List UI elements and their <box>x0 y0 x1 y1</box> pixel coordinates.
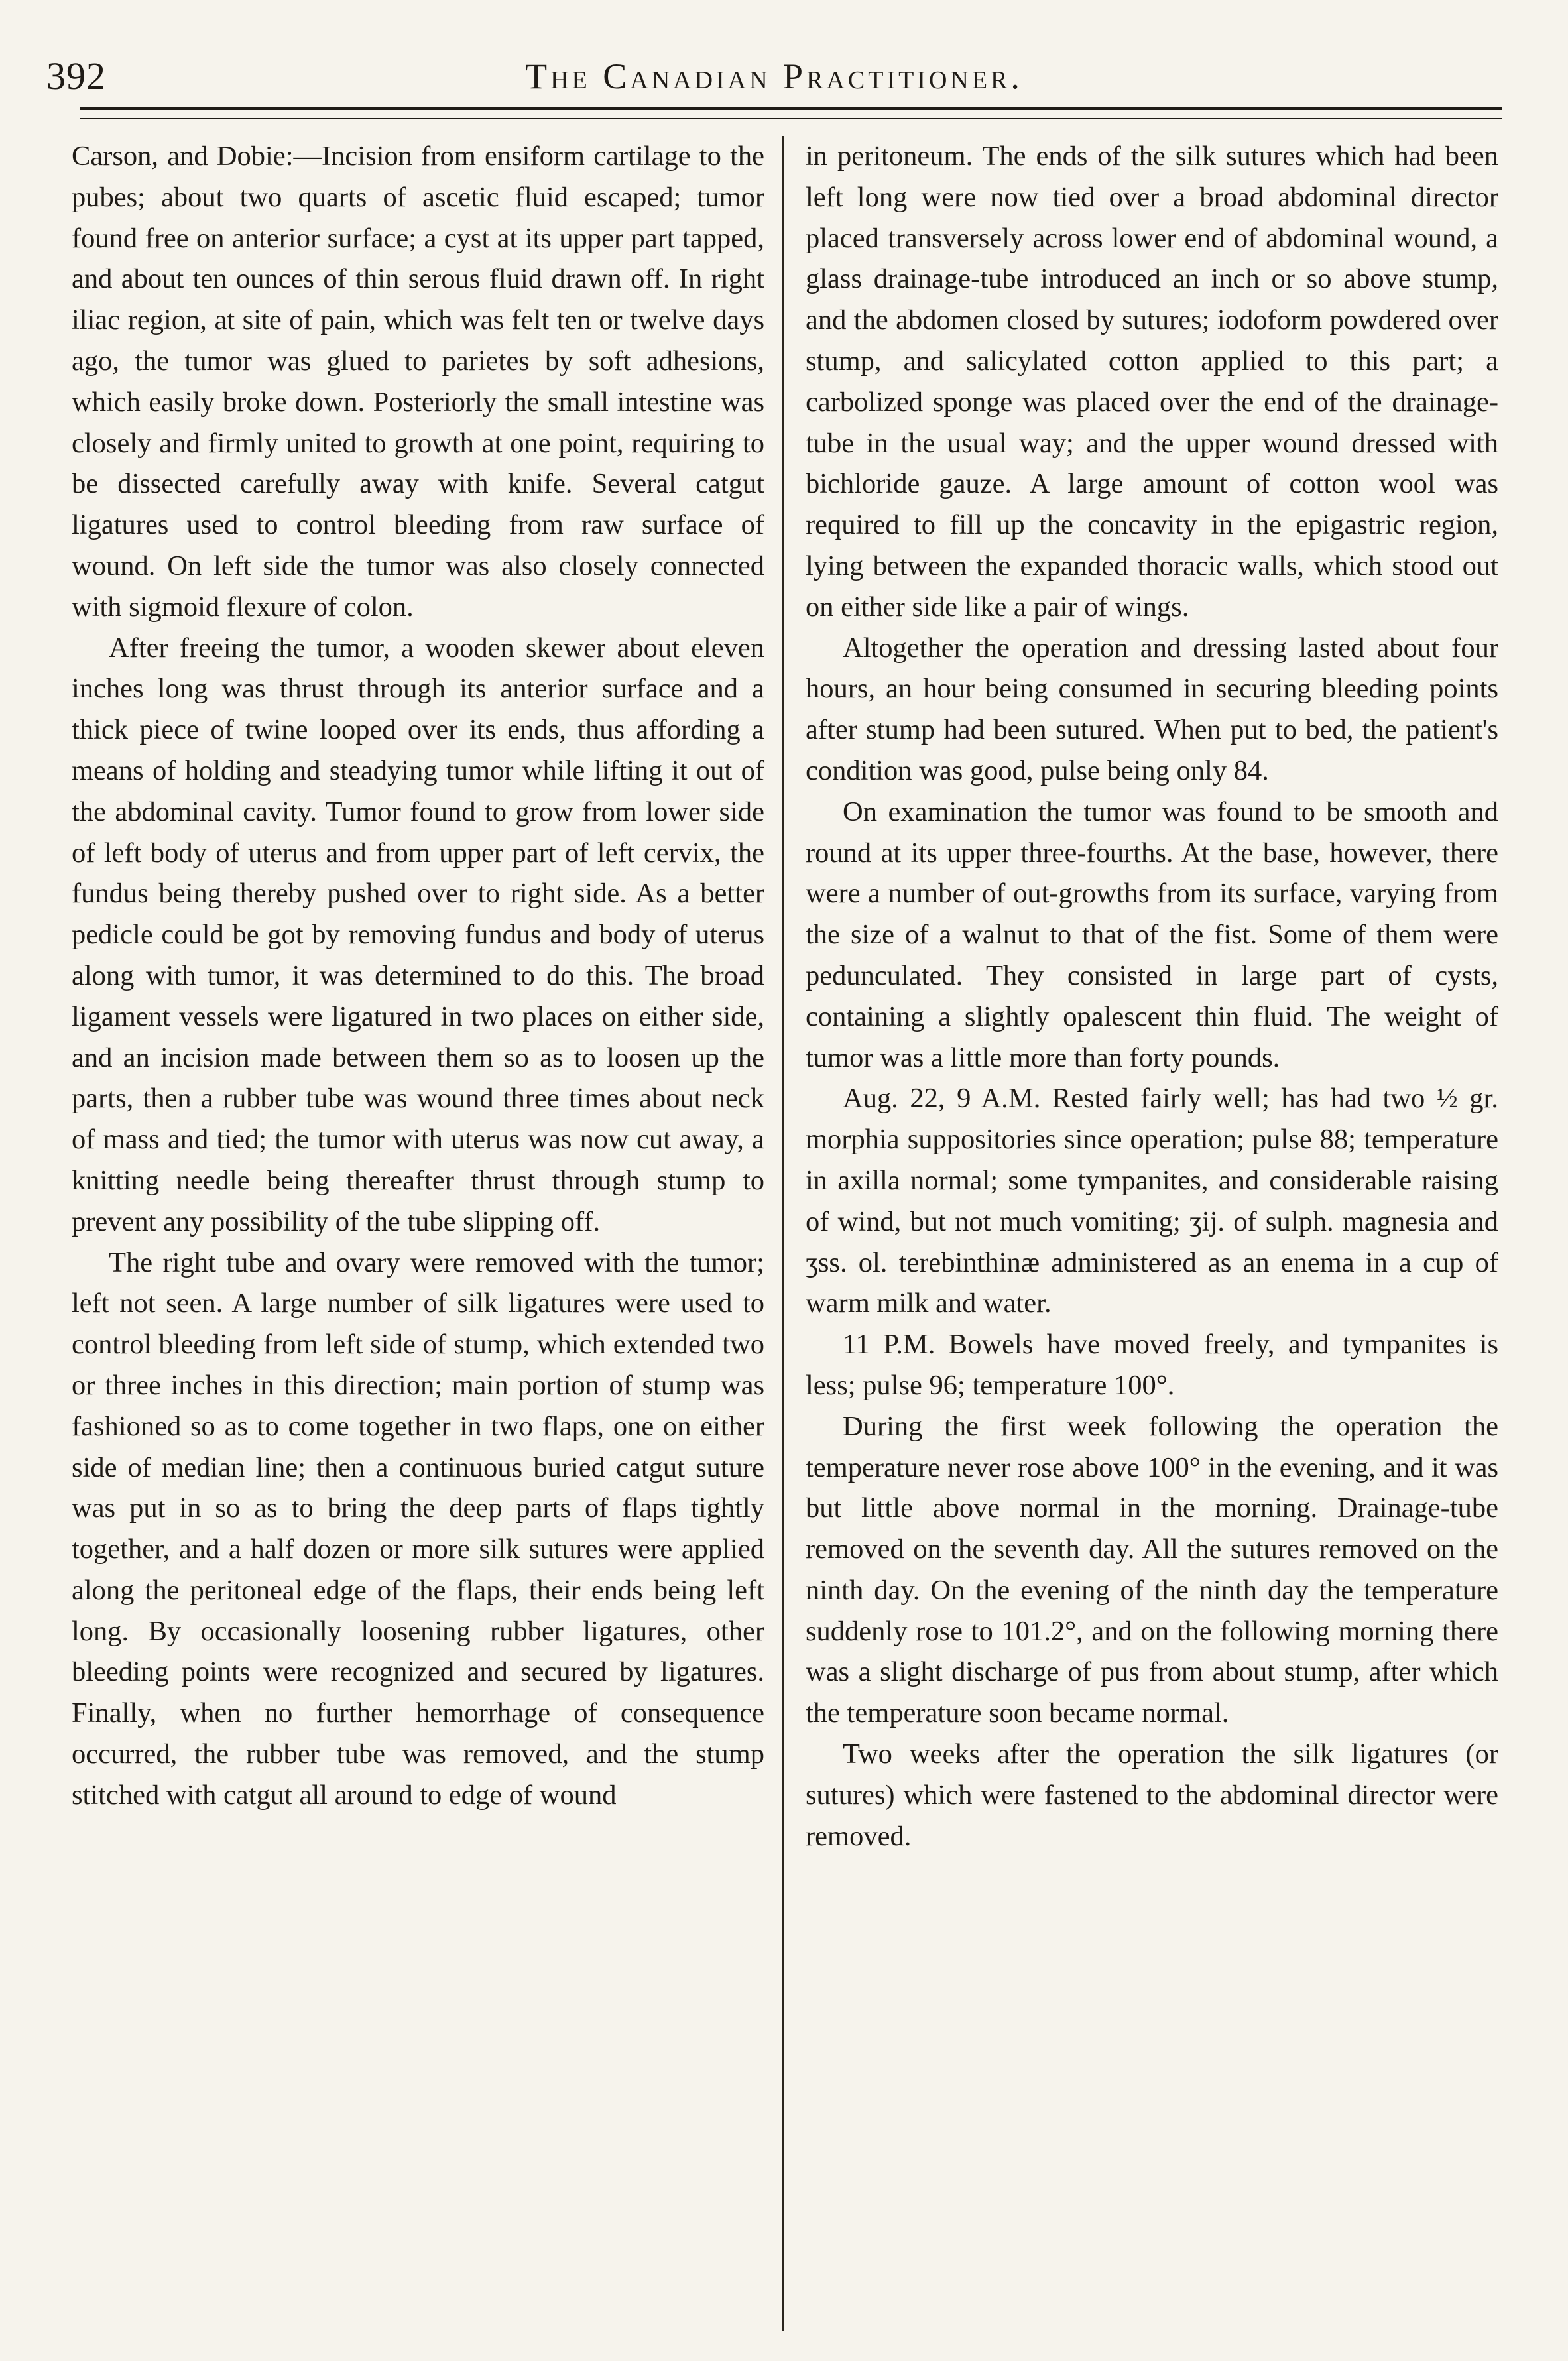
right-column <box>806 136 1498 1856</box>
page-number: 392 <box>46 54 106 97</box>
paragraph: Aug. 22, 9 A.M. Rested fairly well; has had two ½ gr. morphia suppositories since operation; pulse 88; temperature in axilla normal; some tympanites, and considerable raising of wind, but not much vomiting; ʒij. of sulph. magnesia and ʒss. ol. terebinthinæ administered as an enema in a cup of warm milk and water. <box>806 1083 1498 1319</box>
header-rule-thin <box>80 118 1502 119</box>
paragraph: Two weeks after the operation the silk ligatures (or sutures) which were fastened to the abdominal director were removed. <box>806 1738 1498 1852</box>
left-column <box>72 136 764 1816</box>
paragraph: After freeing the tumor, a wooden skewer about eleven inches long was thrust through its anterior surface and a thick piece of twine looped over its ends, thus affording a means of holding and steadying tumor while lifting it out of the abdominal cavity. Tumor found to grow from lower side of left body of uterus and from upper part of left cervix, the fundus being thereby pushed over to right side. As a better pedicle could be got by removing fundus and body of uterus along with tumor, it was determined to do this. The broad ligament vessels were ligatured in two places on either side, and an incision made between them so as to loosen up the parts, then a rubber tube was wound three times about neck of mass and tied; the tumor with uterus was now cut away, a knitting needle being thereafter thrust through stump to prevent any possibility of the tube slipping off. <box>72 632 764 1237</box>
paragraph: Carson, and Dobie:—Incision from ensiform cartilage to the pubes; about two quarts of ascetic fluid escaped; tumor found free on anterior surface; a cyst at its upper part tapped, and about ten ounces of thin serous fluid drawn off. In right iliac region, at site of pain, which was felt ten or twelve days ago, the tumor was glued to parietes by soft adhesions, which easily broke down. Posteriorly the small intestine was closely and firmly united to growth at one point, requiring to be dissected carefully away with knife. Several catgut ligatures used to control bleeding from raw surface of wound. On left side the tumor was also closely connected with sigmoid flexure of colon. <box>72 141 764 623</box>
running-head: The Canadian Practitioner. <box>525 56 1023 96</box>
paragraph: Altogether the operation and dressing lasted about four hours, an hour being consumed in securing bleeding points after stump had been sutured. When put to bed, the patient's condition was good, pulse being only 84. <box>806 632 1498 786</box>
paragraph: 11 P.M. Bowels have moved freely, and tympanites is less; pulse 96; temperature 100°. <box>806 1329 1498 1401</box>
paragraph: The right tube and ovary were removed with the tumor; left not seen. A large number of silk ligatures were used to control bleeding from left side of stump, which extended two or three inches in this direction; main portion of stump was fashioned so as to come together in two flaps, one on either side of median line; then a continuous buried catgut suture was put in so as to bring the deep parts of flaps tightly together, and a half dozen or more silk sutures were applied along the peritoneal edge of the flaps, their ends being left long. By occasionally loosening rubber ligatures, other bleeding points were recognized and secured by ligatures. Finally, when no further hemorrhage of consequence occurred, the rubber tube was removed, and the stump stitched with catgut all around to edge of wound <box>72 1246 764 1811</box>
column-divider <box>782 136 784 2331</box>
paragraph: in peritoneum. The ends of the silk sutures which had been left long were now tied over a broad abdominal director placed transversely across lower end of abdominal wound, a glass drainage-tube introduced an inch or so above stump, and the abdomen closed by sutures; iodoform powdered over stump, and salicylated cotton applied to this part; a carbolized sponge was placed over the end of the drainage-tube in the usual way; and the upper wound dressed with bichloride gauze. A large amount of cotton wool was required to fill up the concavity in the epigastric region, lying between the expanded thoracic walls, which stood out on either side like a pair of wings. <box>806 141 1498 623</box>
page-header <box>46 46 1502 106</box>
paragraph: On examination the tumor was found to be smooth and round at its upper three-fourths. At the base, however, there were a number of out-growths from its surface, varying from the size of a walnut to that of the fist. Some of them were pedunculated. They consisted in large part of cysts, containing a slightly opalescent thin fluid. The weight of tumor was a little more than forty pounds. <box>806 796 1498 1073</box>
header-rule-thick <box>80 107 1502 110</box>
paragraph: During the first week following the operation the temperature never rose above 100° in the evening, and it was but little above normal in the morning. Drainage-tube removed on the seventh day. All the sutures removed on the ninth day. On the evening of the ninth day the temperature suddenly rose to 101.2°, and on the following morning there was a slight discharge of pus from about stump, after which the temperature soon became normal. <box>806 1410 1498 1729</box>
